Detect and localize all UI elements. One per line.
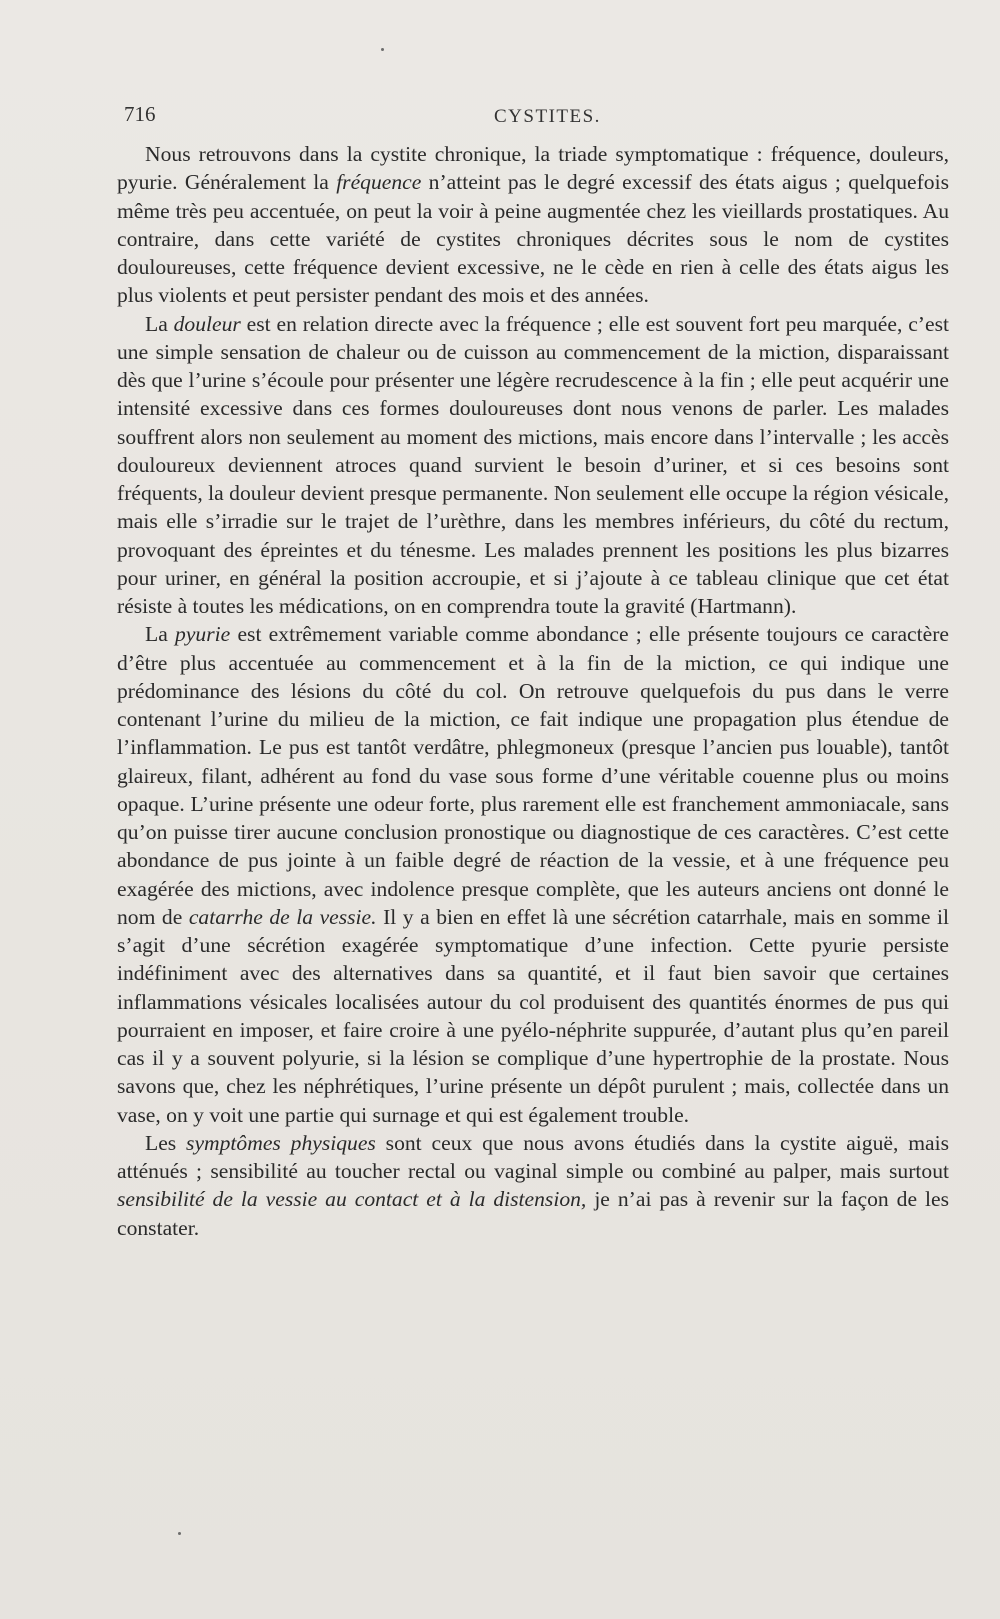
paper-speck <box>381 48 384 51</box>
page-number: 716 <box>124 102 156 126</box>
text-run: sont ceux que nous avons étudiés dans la cystite aiguë, mais atténués ; sensibilité au toucher rectal ou vaginal simple ou combiné au palper, mais surtout <box>117 1130 949 1183</box>
italic-term: sensibilité de la vessie au contact et à la distension, <box>117 1187 587 1212</box>
body-text <box>117 140 949 1242</box>
text-run: est en relation directe avec la fréquence ; elle est souvent fort peu marquée, c’est une simple sensation de chaleur ou de cuisson au commencement de la miction, disparaissant dès que l’urine s’écoule pour présenter une légère recrudescence à la fin ; elle peut acquérir une intensité excessive dans ces formes douloureuses dont nous venons de parler. Les malades souffrent alors non seulement au moment des mictions, mais encore dans l’intervalle ; les accès douloureux deviennent atroces quand survient le besoin d’uriner, et si ces besoins sont fréquents, la douleur devient presque permanente. Non seulement elle occupe la région vésicale, mais elle s’irradie sur le trajet de l’urèthre, dans les membres inférieurs, du côté du rectum, provoquant des épreintes et du ténesme. Les malades prennent les positions les plus bizarres pour uriner, en général la position accroupie, et si j’ajoute à ce tableau clinique que cet état résiste à toutes les médications, on en comprendra toute la gravité (Hartmann). <box>117 311 949 618</box>
italic-term: fréquence <box>336 170 422 195</box>
text-run: n’atteint pas le degré excessif des états aigus ; quelquefois même très peu accentuée, on peut la voir à peine augmentée chez les vieillards prostatiques. Au contraire, dans cette variété de cystites chroniques décrites sous le nom de cystites douloureuses, cette fréquence devient excessive, ne le cède en rien à celle des états aigus les plus violents et peut persister pendant des mois et des années. <box>117 170 949 308</box>
text-run: Les <box>145 1130 187 1155</box>
text-run: est extrêmement variable comme abondance ; elle présente toujours ce caractère d’être plus accentuée au commencement et à la fin de la miction, ce qui indique une prédominance des lésions du côté du col. On retrouve quelquefois du pus dans le verre contenant l’urine du milieu de la miction, ce fait indique une propagation plus étendue de l’inflammation. Le pus est tantôt verdâtre, phlegmoneux (presque l’ancien pus louable), tantôt glaireux, filant, adhérent au fond du vase sous forme d’une véritable couenne plus ou moins opaque. L’urine présente une odeur forte, plus rarement elle est franchement ammoniacale, sans qu’on puisse tirer aucune conclusion pronostique ou diagnostique de ces caractères. C’est cette abondance de pus jointe à un faible degré de réaction de la vessie, et à une fréquence peu exagérée des mictions, avec indolence presque complète, que les auteurs anciens ont donné le nom de <box>117 622 949 929</box>
running-title: CYSTITES. <box>494 106 601 127</box>
italic-term: douleur <box>173 311 241 336</box>
paper-speck <box>178 1532 181 1535</box>
italic-term: pyurie <box>175 622 231 647</box>
page-header <box>124 102 924 132</box>
text-run: La <box>145 622 176 647</box>
italic-term: catarrhe de la vessie. <box>188 904 377 929</box>
paragraph-pyurie <box>117 620 949 1129</box>
text-run: Il y a bien en effet là une sécrétion catarrhale, mais en somme il s’agit d’une sécrétion exagérée symptomatique d’une infection. Cette pyurie persiste indéfiniment avec des alternatives dans sa quantité, et il faut bien savoir que certaines inflammations vésicales localisées autour du col produisent des quantités énormes de pus qui pourraient en imposer, et faire croire à une pyélo-néphrite suppurée, d’autant plus qu’en pareil cas il y a souvent polyurie, si la lésion se complique d’une hypertrophie de la prostate. Nous savons que, chez les néphrétiques, l’urine présente un dépôt purulent ; mais, collectée dans un vase, on y voit une partie qui surnage et qui est également trouble. <box>117 904 949 1127</box>
text-run: Nous retrouvons dans la cystite chronique, la triade symptomatique : fréquence, douleurs, pyurie. Généralement la <box>117 142 949 195</box>
paragraph-frequence <box>117 140 949 310</box>
italic-term: symptômes physiques <box>186 1130 376 1155</box>
text-run: La <box>145 311 174 336</box>
text-run: je n’ai pas à revenir sur la façon de les constater. <box>117 1187 950 1240</box>
paragraph-douleur <box>117 310 949 621</box>
paragraph-symptomes-physiques <box>117 1129 949 1242</box>
